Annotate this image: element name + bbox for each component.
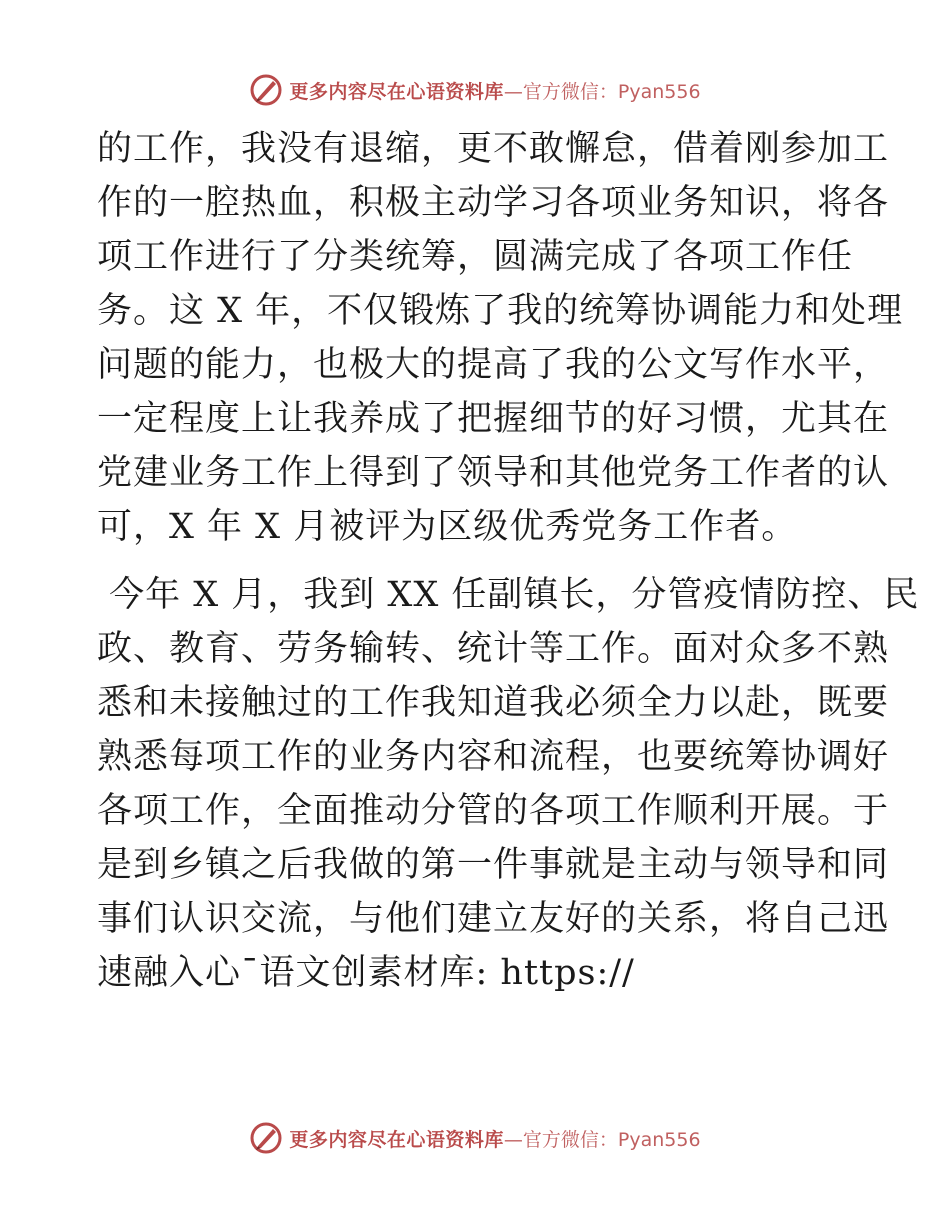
paragraph-gap (97, 554, 857, 568)
text-line: 政、教育、劳务输转、统计等工作。面对众多不熟 (97, 629, 890, 669)
paragraph-2 (97, 568, 920, 1000)
text-line: 一定程度上让我养成了把握细节的好习惯，尤其在 (97, 399, 890, 439)
text-line: 可，X 年 X 月被评为区级优秀党务工作者。 (97, 507, 798, 547)
footer-banner (0, 1118, 950, 1158)
text-line: 熟悉每项工作的业务内容和流程，也要统筹协调好 (97, 737, 890, 777)
header-wechat-text: —官方微信：Pyan556 (503, 80, 701, 103)
document-body (97, 122, 920, 1000)
paragraph-1 (97, 122, 904, 554)
header-brand-text: 更多内容尽在心语资料库 (289, 80, 504, 103)
text-line: 党建业务工作上得到了领导和其他党务工作者的认 (97, 453, 890, 493)
footer-brand-text: 更多内容尽在心语资料库 (289, 1128, 504, 1151)
text-line: 今年 X 月，我到 XX 任副镇长，分管疫情防控、民 (97, 575, 920, 615)
text-line: 速融入心¯语文创素材库: https:// (97, 953, 635, 993)
brand-logo-icon (249, 1121, 283, 1155)
header-banner (0, 70, 950, 110)
text-line: 是到乡镇之后我做的第一件事就是主动与领导和同 (97, 845, 890, 885)
brand-logo-icon (249, 73, 283, 107)
text-line: 悉和未接触过的工作我知道我必须全力以赴，既要 (97, 683, 890, 723)
footer-wechat-text: —官方微信：Pyan556 (503, 1128, 701, 1151)
text-line: 的工作，我没有退缩，更不敢懈怠，借着刚参加工 (97, 129, 890, 169)
text-line: 作的一腔热血，积极主动学习各项业务知识，将各 (97, 183, 890, 223)
text-line: 务。这 X 年，不仅锻炼了我的统筹协调能力和处理 (97, 291, 904, 331)
text-line: 问题的能力，也极大的提高了我的公文写作水平， (97, 345, 890, 385)
text-line: 项工作进行了分类统筹，圆满完成了各项工作任 (97, 237, 854, 277)
text-line: 事们认识交流，与他们建立友好的关系，将自己迅 (97, 899, 890, 939)
text-line: 各项工作，全面推动分管的各项工作顺利开展。于 (97, 791, 890, 831)
